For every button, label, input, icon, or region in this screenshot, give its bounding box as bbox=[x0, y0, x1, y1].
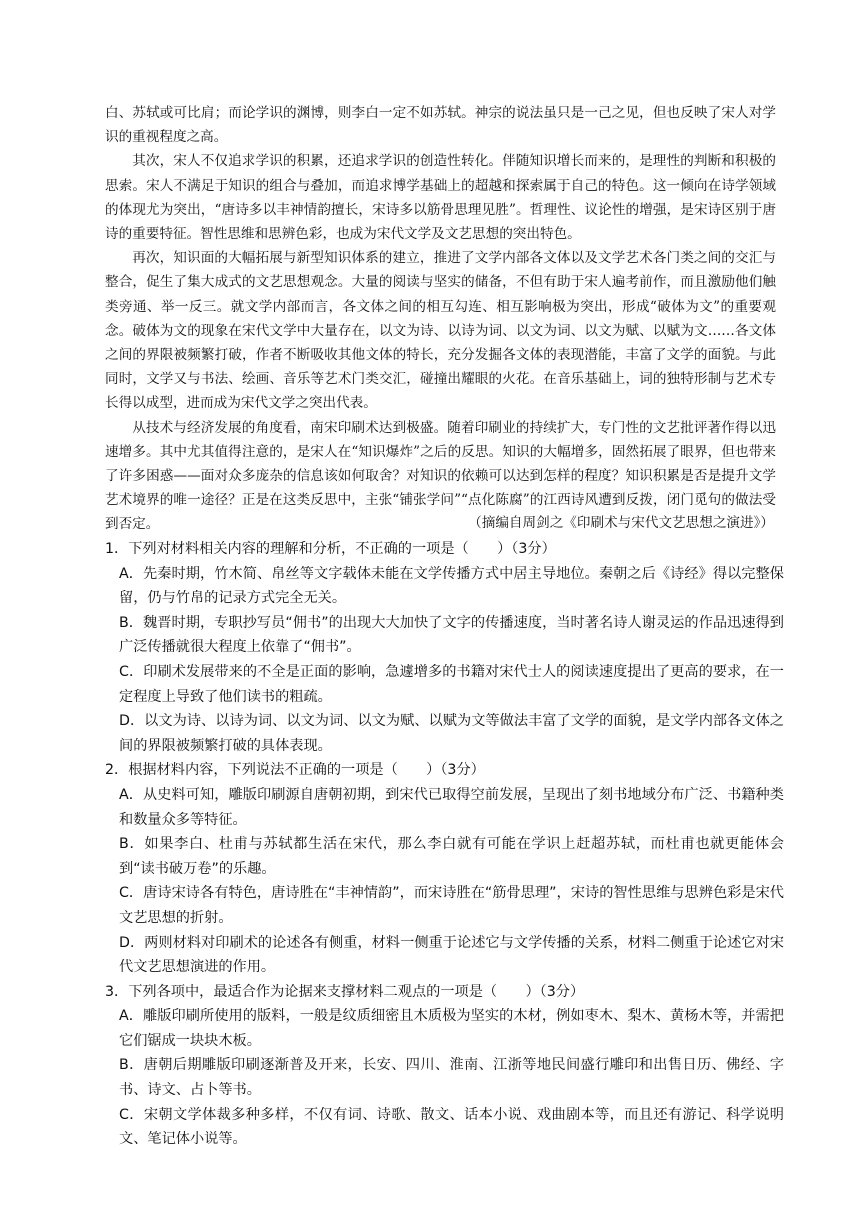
option-a: A．从史料可知，雕版印刷源自唐朝初期，到宋代已取得空前发展，呈现出了刻书地域分布广泛、书籍种类和数量众多等特征。 bbox=[119, 786, 784, 828]
option-a: A．雕版印刷所使用的版料，一般是纹质细密且木质极为坚实的木材，例如枣木、梨木、黄杨木等，并需把它们锯成一块块木板。 bbox=[119, 1008, 784, 1049]
passage-paragraph: 再次，知识面的大幅拓展与新型知识体系的建立，推进了文学内部各文体以及文学艺术各门类之间的交汇与整合，促生了集大成式的文艺思想观念。大量的阅读与坚实的储备，不但有助于宋人遍考前作，而且激励他们触类旁通、举一反三。就文学内部而言，各文体之间的相互勾连、相互影响极为突出，形成“破体为文”的重要观念。破体为文的现象在宋代文学中大量存在，以文为诗、以诗为词、以文为词、以文为赋、以赋为文……各文体之间的界限被频繁打破，作者不断吸收其他文体的特长，充分发掘各文体的表现潜能，丰富了文学的面貌。与此同时，文学又与书法、绘画、音乐等艺术门类交汇，碰撞出耀眼的火花。在音乐基础上，词的独特形制与艺术专长得以成型，进而成为宋代文学之突出代表。 bbox=[105, 250, 776, 412]
question-stem: 3．下列各项中，最适合作为论据来支撑材料二观点的一项是（ ）（3分） bbox=[105, 983, 585, 1000]
option-b: B．唐朝后期雕版印刷逐渐普及开来，长安、四川、淮南、江浙等地民间盛行雕印和出售日历、佛经、字书、诗文、占卜等书。 bbox=[119, 1057, 784, 1099]
option-b: B．魏晋时期，专职抄写员“佣书”的出现大大加快了文字的传播速度，当时著名诗人谢灵运的作品迅速得到广泛传播就很大程度上依靠了“佣书”。 bbox=[119, 614, 784, 656]
option-c: C．唐诗宋诗各有特色，唐诗胜在“丰神情韵”，而宋诗胜在“筋骨思理”，宋诗的智性思维与思辨色彩是宋代文艺思想的折射。 bbox=[119, 885, 784, 926]
question-1 bbox=[105, 537, 784, 758]
option-d: D．两则材料对印刷术的论述各有侧重，材料一侧重于论述它与文学传播的关系，材料二侧重于论述它对宋代文艺思想演进的作用。 bbox=[119, 934, 784, 976]
option-d: D．以文为诗、以诗为词、以文为词、以文为赋、以赋为文等做法丰富了文学的面貌，是文学内部各文体之间的界限被频繁打破的具体表现。 bbox=[119, 713, 784, 754]
option-c: C．印刷术发展带来的不全是正面的影响，急遽增多的书籍对宋代士人的阅读速度提出了更高的要求，在一定程度上导致了他们读书的粗疏。 bbox=[119, 663, 784, 705]
question-2 bbox=[105, 758, 784, 979]
option-a: A．先秦时期，竹木简、帛丝等文字载体未能在文学传播方式中居主导地位。秦朝之后《诗经》得以完整保留，仍与竹帛的记录方式完全无关。 bbox=[119, 565, 784, 607]
passage-paragraph: 其次，宋人不仅追求学识的积累，还追求学识的创造性转化。伴随知识增长而来的，是理性的判断和积极的思索。宋人不满足于知识的组合与叠加，而追求博学基础上的超越和探索属于自己的特色。这一倾向在诗学领域的体现尤为突出，“唐诗多以丰神情韵擅长，宋诗多以筋骨思理见胜”。哲理性、议论性的增强，是宋诗区别于唐诗的重要特征。智性思维和思辨色彩，也成为宋代文学及文艺思想的突出特色。 bbox=[105, 153, 776, 243]
passage-paragraph: 从技术与经济发展的角度看，南宋印刷术达到极盛。随着印刷业的持续扩大，专门性的文艺批评著作得以迅速增多。其中尤其值得注意的，是宋人在“知识爆炸”之后的反思。知识的大幅增多，固然拓展了眼界，但也带来了许多困惑——面对众多庞杂的信息该如何取舍？对知识的依赖可以达到怎样的程度？知识积累是否是提升文学艺术境界的唯一途径？正是在这类反思中，主张“铺张学问”“点化陈腐”的江西诗风遭到反拨，闭门觅句的做法受到否定。 bbox=[105, 419, 776, 533]
option-c: C．宋朝文学体裁多种多样，不仅有词、诗歌、散文、话本小说、戏曲剧本等，而且还有游记、科学说明文、笔记体小说等。 bbox=[119, 1106, 784, 1148]
reading-passage bbox=[105, 101, 776, 537]
question-stem: 2．根据材料内容，下列说法不正确的一项是（ ）（3分） bbox=[105, 762, 485, 779]
option-b: B．如果李白、杜甫与苏轼都生活在宋代，那么李白就有可能在学识上赶超苏轼，而杜甫也就更能体会到“读书破万卷”的乐趣。 bbox=[119, 836, 784, 877]
passage-paragraph: 白、苏轼或可比肩；而论学识的渊博，则李白一定不如苏轼。神宗的说法虽只是一己之见，但也反映了宋人对学识的重视程度之高。 bbox=[105, 105, 776, 146]
question-3 bbox=[105, 980, 784, 1152]
question-stem: 1．下列对材料相关内容的理解和分析，不正确的一项是（ ）（3分） bbox=[105, 541, 556, 557]
questions-section bbox=[105, 537, 784, 1152]
passage-source: （摘编自周剑之《印刷术与宋代文艺思想之演进》） bbox=[468, 515, 774, 531]
